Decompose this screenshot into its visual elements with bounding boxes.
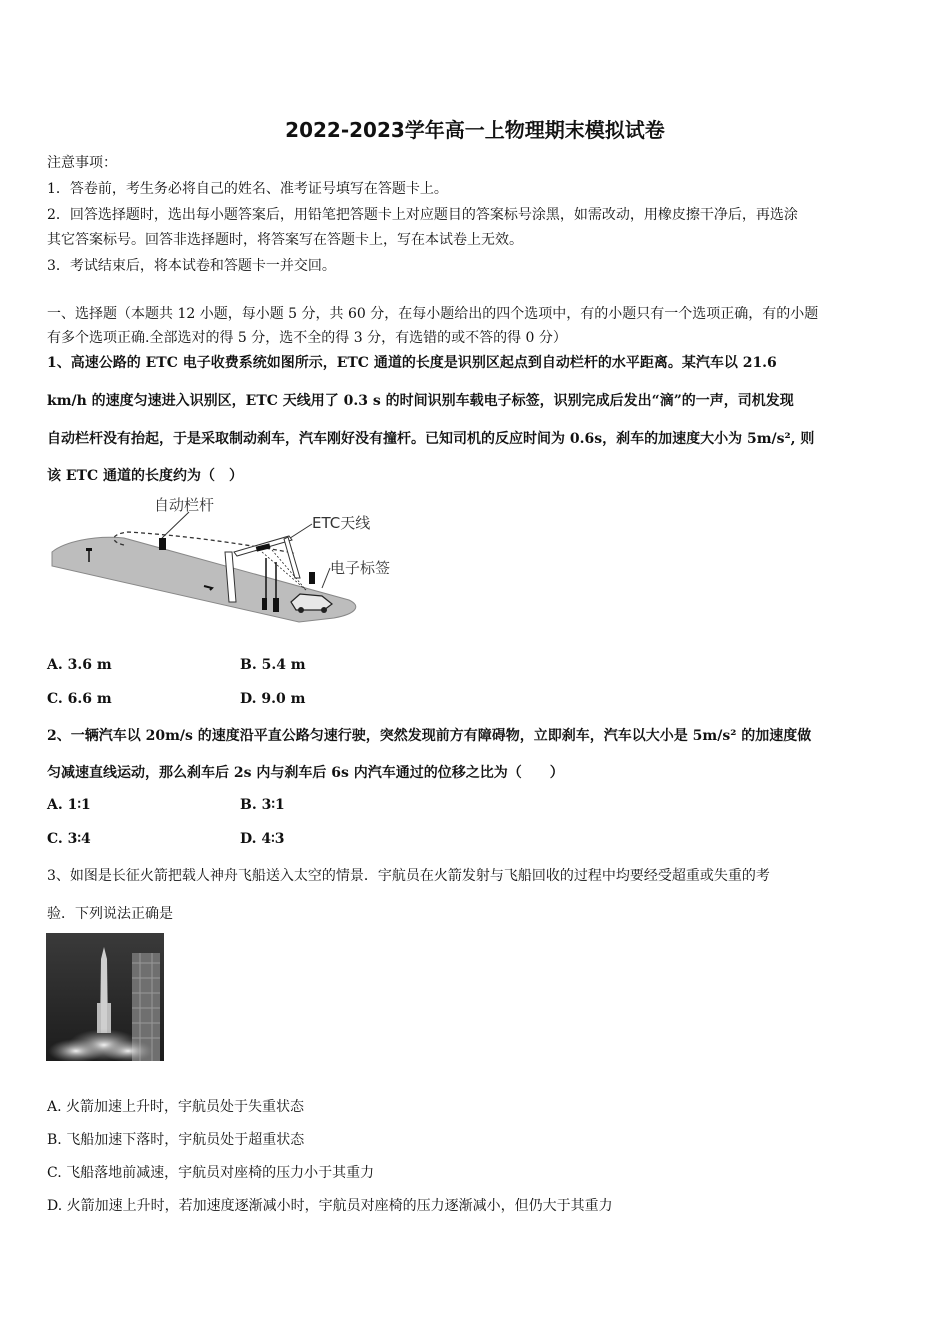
label-etc-antenna: ETC天线	[312, 514, 371, 532]
q2-option-a: A. 1∶1	[47, 797, 91, 813]
section-instructions: 一、选择题（本题共 12 小题，每小题 5 分，共 60 分，在每小题给出的四个选项中，有的小题只有一个选项正确，有的小题	[47, 306, 819, 322]
section-instructions-cont: 有多个选项正确.全部选对的得 5 分，选不全的得 3 分，有选错的或不答的得 0 分）	[47, 330, 567, 346]
q2-text-2: 匀减速直线运动，那么刹车后 2s 内与刹车后 6s 内汽车通过的位移之比为（ ）	[47, 765, 564, 781]
page-title: 2022-2023学年高一上物理期末模拟试卷	[285, 118, 665, 142]
label-auto-gate: 自动栏杆	[154, 496, 215, 514]
notice-item-3: 3．考试结束后，将本试卷和答题卡一并交回。	[47, 258, 336, 274]
q3-text-2: 验．下列说法正确是	[47, 906, 173, 922]
label-electronic-tag: 电子标签	[330, 559, 391, 577]
notice-heading: 注意事项：	[47, 155, 117, 171]
q1-option-c: C. 6.6 m	[47, 691, 112, 707]
q2-option-c: C. 3∶4	[47, 831, 91, 847]
q1-text-3: 自动栏杆没有抬起，于是采取制动刹车，汽车刚好没有撞杆。已知司机的反应时间为 0.6s，刹车的加速度大小为 5m/s², 则	[47, 431, 815, 447]
q2-option-b: B. 3∶1	[240, 797, 285, 813]
q1-option-d: D. 9.0 m	[240, 691, 306, 707]
q3-option-b: B. 飞船加速下落时，宇航员处于超重状态	[47, 1132, 305, 1148]
q1-text-4: 该 ETC 通道的长度约为（ ）	[47, 468, 243, 484]
q3-text: 3、如图是长征火箭把载人神舟飞船送入太空的情景．宇航员在火箭发射与飞船回收的过程中均要经受超重或失重的考	[47, 868, 770, 884]
q1-text: 1、高速公路的 ETC 电子收费系统如图所示，ETC 通道的长度是识别区起点到自动栏杆的水平距离。某汽车以 21.6	[47, 355, 777, 371]
q2-text: 2、一辆汽车以 20m/s 的速度沿平直公路匀速行驶，突然发现前方有障碍物，立即刹车，汽车以大小是 5m/s² 的加速度做	[47, 728, 812, 744]
q3-option-c: C. 飞船落地前减速，宇航员对座椅的压力小于其重力	[47, 1165, 375, 1181]
q1-option-a: A. 3.6 m	[47, 657, 112, 673]
notice-item-2: 2．回答选择题时，选出每小题答案后，用铅笔把答题卡上对应题目的答案标号涂黑，如需改动，用橡皮擦干净后，再选涂	[47, 207, 798, 223]
q1-text-2: km/h 的速度匀速进入识别区，ETC 天线用了 0.3 s 的时间识别车载电子标签，识别完成后发出“滴”的一声，司机发现	[47, 393, 794, 409]
notice-item-2-cont: 其它答案标号。回答非选择题时，将答案写在答题卡上，写在本试卷上无效。	[47, 232, 523, 248]
q3-option-d: D. 火箭加速上升时，若加速度逐渐减小时，宇航员对座椅的压力逐渐减小，但仍大于其重力	[47, 1198, 613, 1214]
q1-option-b: B. 5.4 m	[240, 657, 306, 673]
rocket-launch-photo	[46, 933, 164, 1061]
q2-option-d: D. 4∶3	[240, 831, 285, 847]
notice-item-1: 1．答卷前，考生务必将自己的姓名、准考证号填写在答题卡上。	[47, 181, 448, 197]
etc-diagram	[44, 490, 404, 635]
q3-option-a: A. 火箭加速上升时，宇航员处于失重状态	[47, 1099, 305, 1115]
